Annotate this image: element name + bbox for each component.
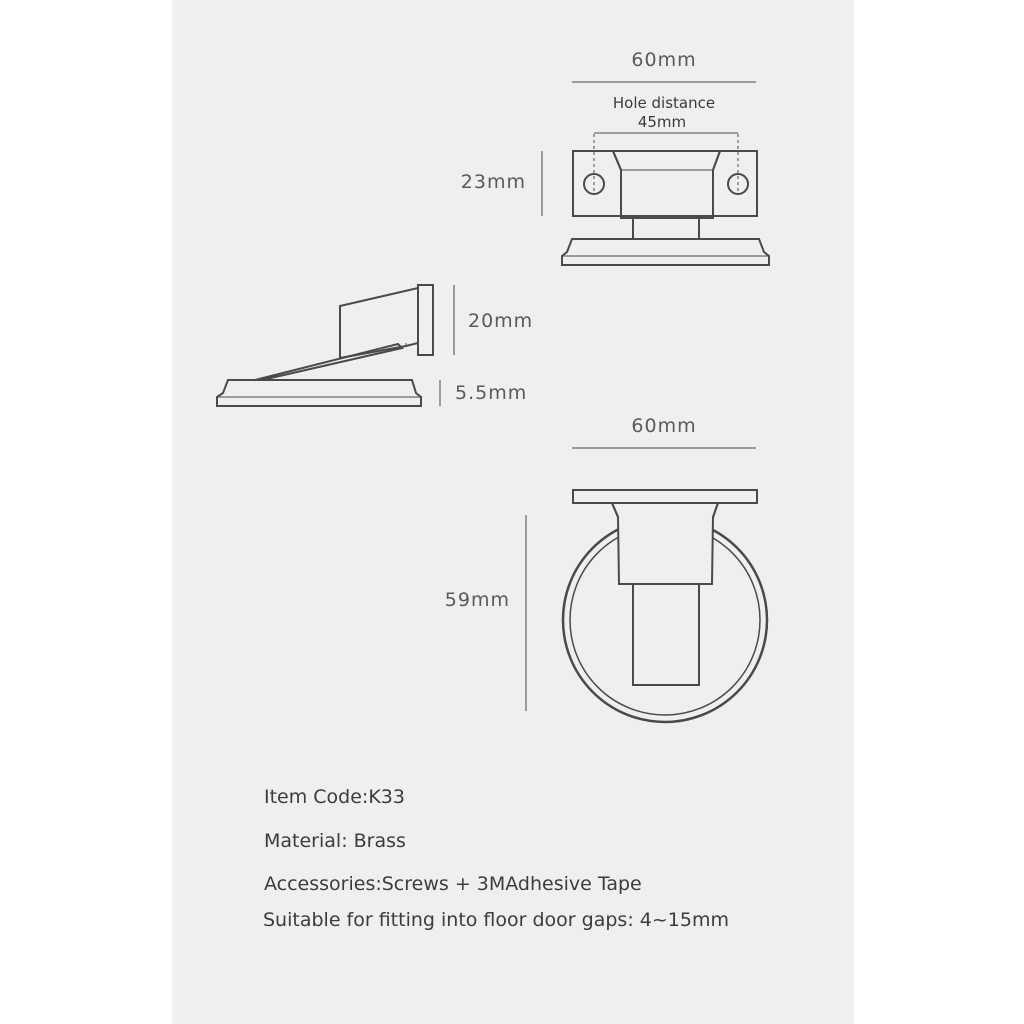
base [562, 239, 769, 265]
bottom-stem [633, 584, 699, 685]
bottom-height-label: 59mm [444, 589, 510, 611]
suitable-gap: Suitable for fitting into floor door gaps: 4~15mm [263, 909, 729, 931]
accessories: Accessories:Screws + 3MAdhesive Tape [264, 873, 642, 895]
side-arm [340, 288, 418, 358]
item-code: Item Code:K33 [264, 786, 405, 808]
top-plate [573, 490, 757, 503]
magnet-housing [613, 151, 720, 218]
bottom-width-label: 60mm [631, 415, 697, 437]
side-base [217, 380, 421, 406]
material: Material: Brass [264, 830, 406, 852]
stem [633, 218, 699, 239]
side-height-label: 20mm [468, 310, 534, 332]
hole-distance-value: 45mm [637, 113, 687, 131]
housing-edge-left [613, 151, 621, 170]
side-plate [418, 285, 433, 355]
side-view [217, 285, 454, 406]
hole-distance-label: Hole distance [612, 94, 716, 112]
housing-edge-right [713, 151, 720, 170]
top-view [526, 448, 767, 722]
side-lever [255, 344, 402, 380]
top-height-label: 23mm [460, 171, 526, 193]
top-width-label: 60mm [631, 49, 697, 71]
tapered-body [612, 503, 718, 584]
mounting-plate [573, 151, 757, 216]
side-base-height-label: 5.5mm [455, 382, 528, 404]
